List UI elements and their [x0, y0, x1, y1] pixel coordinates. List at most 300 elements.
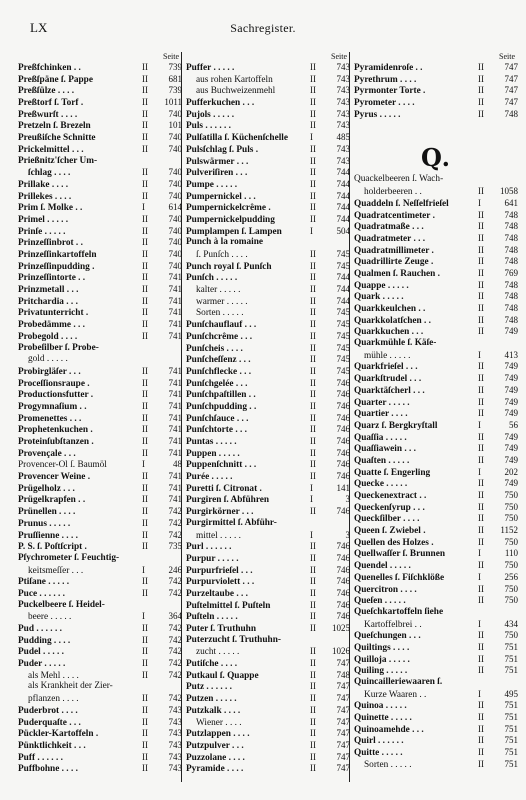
entry-term: Quarkkuchen . . . [354, 327, 424, 338]
entry-volume: II [142, 330, 148, 341]
entry-volume: I [478, 197, 481, 208]
index-entry [18, 459, 182, 471]
index-entry [354, 268, 518, 280]
index-entry [18, 284, 182, 296]
entry-page: 746 [336, 377, 350, 388]
index-entry [18, 74, 182, 86]
entry-volume: II [310, 97, 316, 108]
entry-term: Quaſſiawein . . . [354, 444, 416, 455]
entry-volume: II [310, 178, 316, 189]
entry-page: 741 [168, 330, 182, 341]
entry-term: Putiſche . . . . [186, 659, 238, 670]
entry-page: 413 [504, 349, 518, 360]
entry-volume: II [310, 658, 316, 669]
index-entry [354, 700, 518, 712]
entry-term: Pyramide . . . . [186, 764, 244, 775]
entry-volume: II [478, 232, 484, 243]
entry-page: 745 [336, 365, 350, 376]
entry-page: 744 [336, 272, 350, 283]
entry-term: Preßſpäne ſ. Pappe [18, 74, 93, 85]
entry-term: Quarkkolatſchen . . [354, 315, 431, 326]
entry-term: Pulveriſiren . . . [186, 168, 248, 179]
index-entry [186, 728, 350, 740]
entry-page: 748 [504, 303, 518, 313]
index-entry [18, 600, 182, 612]
entry-term: Prinſe . . . . . [18, 226, 66, 237]
entry-page: 740 [168, 225, 182, 236]
entry-volume: II [310, 190, 316, 201]
index-entry [18, 296, 182, 308]
index-entry [354, 735, 518, 747]
index-entry [18, 576, 182, 588]
entry-volume: II [478, 478, 484, 489]
entry-volume: II [310, 307, 316, 318]
entry-volume: I [478, 419, 481, 430]
index-entry [354, 315, 518, 327]
entry-term: Quaſten . . . . . [354, 455, 410, 466]
index-entry [354, 385, 518, 397]
entry-term: Punſchauflauf . . . [186, 320, 257, 331]
entry-term: mühle . . . . . [364, 350, 411, 361]
entry-term: Quendel . . . . . [354, 561, 411, 572]
entry-term: beere . . . . . [28, 612, 72, 623]
entry-page: 746 [336, 424, 350, 435]
entry-volume: II [310, 541, 316, 552]
entry-volume: II [478, 735, 484, 746]
entry-term: holderbeeren . . [364, 187, 422, 198]
entry-term: Puffbohne . . . . [18, 764, 78, 775]
entry-term: Quaſſia . . . . . [354, 432, 407, 443]
entry-page: 743 [168, 704, 182, 715]
entry-page: 750 [504, 630, 518, 641]
index-entry [354, 361, 518, 373]
index-entry [354, 677, 518, 689]
entry-page: 740 [168, 108, 182, 119]
entry-page: 743 [336, 120, 350, 131]
entry-term: Preßwurſt . . . . [18, 109, 78, 120]
entry-volume: I [310, 494, 313, 505]
entry-page: 749 [504, 384, 518, 395]
entry-term: ſchlag . . . . [28, 168, 71, 179]
entry-page: 48 [173, 459, 182, 470]
entry-term: als Mehl . . . . [28, 670, 79, 681]
entry-term: Queſchungen . . . [354, 631, 421, 642]
entry-volume: II [142, 307, 148, 318]
entry-page: 747 [336, 728, 350, 739]
entry-term: Puderbrot . . . . [18, 705, 78, 716]
entry-volume: II [142, 295, 148, 306]
index-entry [186, 272, 350, 284]
index-entry [18, 506, 182, 518]
entry-term: Queckſilber . . . . [354, 514, 420, 525]
entry-term: Prillake . . . . [18, 179, 69, 190]
entry-term: kalter . . . . . [196, 285, 241, 296]
index-entry [18, 354, 182, 366]
index-entry [186, 167, 350, 179]
entry-volume: II [142, 447, 148, 458]
index-entry [186, 530, 350, 542]
entry-term: Pumpernickelpudding [186, 214, 275, 225]
index-entry [18, 494, 182, 506]
entry-term: Pumplampen ſ. Lampen [186, 226, 282, 237]
entry-page: 747 [336, 704, 350, 715]
entry-volume: II [142, 634, 148, 645]
entry-term: Pufferkuchen . . . [186, 98, 255, 109]
entry-page: 747 [336, 763, 350, 774]
entry-volume: II [478, 490, 484, 500]
entry-page: 743 [336, 85, 350, 96]
entry-volume: II [478, 73, 484, 84]
entry-volume: II [310, 213, 316, 224]
entry-page: 614 [168, 202, 182, 213]
entry-term: Purgiren ſ. Abführen [186, 495, 270, 506]
index-entry [18, 214, 182, 226]
entry-term: Quecke . . . . . [354, 479, 408, 490]
entry-page: 743 [168, 716, 182, 727]
index-entry [186, 97, 350, 109]
entry-term: Punſchgelée . . . [186, 378, 248, 389]
entry-volume: II [478, 501, 484, 512]
entry-page: 751 [504, 758, 518, 769]
entry-page: 1025 [332, 623, 350, 633]
index-entry [354, 350, 518, 362]
entry-page: 742 [168, 693, 182, 704]
entry-page: 202 [504, 466, 518, 477]
entry-page: 751 [504, 700, 518, 711]
index-entry [186, 343, 350, 355]
entry-term: Pünktlichkeit . . . [18, 740, 86, 751]
entry-volume: II [142, 178, 148, 189]
entry-term: Puls . . . . . . [186, 121, 231, 132]
entry-term: Quincailleriewaaren ſ. [354, 677, 443, 687]
entry-page: 746 [336, 436, 350, 446]
entry-page: 749 [504, 408, 518, 419]
entry-term: Prim ſ. Molke . . [18, 203, 83, 214]
entry-term: Prillekes . . . . [18, 191, 72, 202]
entry-volume: II [142, 237, 148, 248]
entry-volume: I [310, 529, 313, 540]
index-entry [186, 646, 350, 658]
entry-volume: II [310, 552, 316, 563]
index-entry [186, 62, 350, 74]
entry-page: 751 [504, 665, 518, 676]
entry-term: Purpur . . . . . [186, 553, 239, 564]
index-entry [186, 763, 350, 775]
entry-term: Putzkalk . . . . [186, 705, 241, 716]
entry-term: Punſchtorte . . . [186, 425, 247, 436]
entry-volume: II [310, 272, 316, 283]
index-entry [18, 226, 182, 238]
index-entry [186, 319, 350, 331]
index-entry [186, 471, 350, 483]
index-entry [18, 530, 182, 542]
entry-term: Proteinſubſtanzen . [18, 437, 94, 447]
entry-term: Ptiſane . . . . . [18, 577, 70, 588]
entry-volume: II [310, 611, 316, 622]
entry-page: 110 [504, 548, 518, 559]
entry-volume: II [478, 583, 484, 594]
entry-page: 744 [336, 284, 350, 295]
index-entry [18, 389, 182, 401]
entry-term: Punſchpudding . . [186, 401, 257, 412]
entry-volume: II [142, 213, 148, 224]
entry-volume: II [478, 454, 484, 465]
index-entry [186, 635, 350, 647]
entry-term: Puntas . . . . . [186, 437, 237, 447]
entry-term: Prünellen . . . . [18, 507, 76, 518]
entry-page: 746 [336, 552, 350, 563]
index-entry [354, 502, 518, 514]
entry-term: Quinoamehde . . . [354, 724, 424, 735]
entry-volume: II [142, 693, 148, 704]
entry-page: 748 [504, 314, 518, 325]
index-entry [186, 448, 350, 460]
entry-volume: II [478, 244, 484, 255]
index-entry [18, 646, 182, 658]
entry-volume: II [310, 646, 316, 657]
entry-page: 745 [336, 342, 350, 353]
entry-page: 744 [336, 190, 350, 201]
entry-term: Prunus . . . . . [18, 518, 71, 529]
entry-page: 504 [336, 225, 350, 236]
entry-page: 750 [504, 490, 518, 500]
entry-volume: I [142, 611, 145, 622]
index-entry [354, 630, 518, 642]
entry-page: 746 [336, 587, 350, 598]
entry-term: Preßfchinken . . [18, 63, 81, 73]
entry-page: 746 [336, 564, 350, 575]
entry-term: Quiltings . . . . [354, 642, 410, 653]
index-entry [18, 611, 182, 623]
entry-volume: II [142, 412, 148, 423]
index-entry [354, 338, 518, 350]
entry-term: pflanzen . . . . [28, 694, 79, 705]
entry-page: 743 [168, 751, 182, 762]
entry-volume: II [310, 365, 316, 376]
index-entry [186, 670, 350, 682]
entry-page: 495 [504, 688, 518, 699]
entry-term: Quenelles ſ. Fiſchklöße [354, 572, 445, 583]
entry-term: Quiling . . . . . [354, 666, 408, 677]
seite-label: Seite [331, 52, 347, 61]
entry-term: Pulsſchlag ſ. Puls . [186, 144, 259, 155]
entry-volume: II [142, 132, 148, 143]
index-entry [354, 408, 518, 420]
entry-page: 740 [168, 237, 182, 248]
entry-term: Pumpernickelcrême . [186, 203, 271, 214]
entry-volume: II [142, 436, 148, 446]
index-entry [186, 436, 350, 448]
entry-volume: II [142, 319, 148, 330]
entry-page: 485 [336, 132, 350, 143]
index-entry [18, 436, 182, 448]
entry-term: Quadratmillimeter . [354, 245, 434, 256]
entry-volume: II [142, 73, 148, 84]
index-entry [18, 144, 182, 156]
index-entry [18, 156, 182, 168]
entry-term: Puterzucht ſ. Truthuhn- [186, 634, 281, 645]
index-entry [186, 144, 350, 156]
entry-volume: II [478, 525, 484, 536]
entry-term: Prießnitz'ſcher Um- [18, 155, 98, 166]
entry-volume: II [310, 436, 316, 446]
entry-term: Provencer Weine . [18, 472, 91, 483]
index-entry [354, 85, 518, 97]
entry-page: 744 [336, 295, 350, 306]
entry-term: Prinzeſſinbrot . . [18, 238, 83, 249]
entry-page: 740 [168, 143, 182, 154]
entry-page: 749 [504, 396, 518, 407]
entry-volume: II [478, 384, 484, 395]
entry-volume: II [142, 704, 148, 715]
entry-page: 746 [336, 400, 350, 411]
index-entry [186, 576, 350, 588]
index-entry [354, 478, 518, 490]
entry-volume: II [142, 225, 148, 236]
entry-volume: II [142, 517, 148, 528]
index-entry [186, 681, 350, 693]
entry-term: Purzeltaube . . . [186, 588, 248, 599]
entry-term: Puſtelmittel ſ. Puſteln [186, 600, 271, 611]
entry-volume: II [478, 747, 484, 758]
entry-term: Puderquaſte . . . [18, 717, 81, 728]
index-column-2 [186, 52, 350, 775]
index-entry [18, 565, 182, 577]
index-entry [18, 97, 182, 109]
entry-page: 741 [168, 494, 182, 505]
entry-page: 747 [504, 85, 518, 96]
entry-page: 741 [168, 365, 182, 376]
index-entry [186, 226, 350, 238]
entry-page: 745 [336, 249, 350, 259]
entry-term: Prinzeſſinpudding . [18, 261, 95, 272]
entry-volume: II [478, 712, 484, 723]
index-entry [18, 588, 182, 600]
entry-term: Punſchcrême . . . [186, 331, 253, 342]
index-entry [18, 658, 182, 670]
entry-page: 741 [168, 272, 182, 283]
entry-term: Quadrillirte Zeuge . [354, 257, 434, 268]
entry-volume: II [310, 716, 316, 727]
index-entry [186, 424, 350, 436]
entry-page: 746 [336, 471, 350, 482]
entry-volume: II [142, 377, 148, 388]
entry-page: 743 [168, 739, 182, 750]
entry-term: Quarkfrieſel . . . [354, 362, 418, 373]
index-entry [354, 397, 518, 409]
entry-volume: I [310, 225, 313, 236]
entry-volume: II [310, 85, 316, 96]
entry-term: Prophetenkuchen . [18, 425, 93, 436]
index-entry [18, 132, 182, 144]
index-entry [18, 483, 182, 495]
index-entry [186, 413, 350, 425]
index-entry [18, 191, 182, 203]
entry-term: Quadratmaße . . . [354, 222, 424, 233]
entry-page: 751 [504, 723, 518, 734]
entry-page: 742 [168, 587, 182, 598]
entry-volume: I [478, 466, 481, 477]
entry-page: 741 [168, 295, 182, 306]
index-entry [186, 389, 350, 401]
index-entry [354, 548, 518, 560]
entry-volume: II [142, 587, 148, 598]
index-entry [354, 97, 518, 109]
entry-page: 746 [336, 506, 350, 517]
entry-volume: II [310, 447, 316, 458]
entry-volume: II [142, 400, 148, 411]
entry-page: 741 [168, 447, 182, 458]
seite-label: Seite [163, 52, 179, 61]
entry-term: Pudel . . . . . [18, 647, 64, 658]
entry-term: Privatunterricht . [18, 308, 89, 319]
entry-volume: II [142, 623, 148, 633]
entry-term: Pyrometer . . . . [354, 98, 415, 109]
entry-page: 750 [504, 583, 518, 594]
entry-term: Sorten . . . . . [364, 759, 412, 770]
entry-volume: II [478, 595, 484, 606]
entry-page: 749 [504, 373, 518, 384]
entry-page: 748 [504, 279, 518, 290]
entry-page: 1152 [500, 525, 518, 536]
index-entry [18, 448, 182, 460]
entry-page: 745 [336, 354, 350, 365]
entry-volume: II [478, 303, 484, 313]
entry-page: 740 [168, 178, 182, 189]
index-entry [186, 249, 350, 261]
entry-term: Quarkmühle ſ. Käſe- [354, 338, 437, 349]
entry-term: Puff . . . . . . [18, 752, 63, 763]
entry-volume: II [478, 630, 484, 641]
entry-page: 741 [168, 482, 182, 493]
entry-page: 749 [504, 478, 518, 489]
entry-volume: II [310, 751, 316, 762]
entry-page: 434 [504, 618, 518, 629]
entry-volume: II [310, 155, 316, 166]
entry-page: 364 [168, 611, 182, 622]
entry-term: Pyrethrum . . . . [354, 74, 417, 85]
entry-volume: II [142, 751, 148, 762]
entry-volume: I [478, 688, 481, 699]
index-entry [18, 670, 182, 682]
entry-volume: II [478, 396, 484, 407]
entry-term: Pyrus . . . . . [354, 109, 401, 120]
entry-term: Quarz ſ. Bergkryſtall [354, 420, 438, 431]
index-entry [18, 693, 182, 705]
entry-volume: II [310, 681, 316, 692]
entry-term: zucht . . . . . [196, 647, 240, 658]
entry-page: 3 [345, 529, 350, 540]
entry-term: Queſchkartoffeln ſiehe [354, 606, 444, 617]
entry-volume: II [142, 365, 148, 376]
entry-page: 742 [168, 506, 182, 517]
entry-term: Pſychrometer ſ. Feuchtig- [18, 552, 120, 563]
entry-term: Pretzeln ſ. Brezeln [18, 121, 91, 132]
entry-term: Prinzmetall . . . [18, 285, 79, 296]
entry-page: 750 [504, 595, 518, 606]
entry-term: Pud . . . . . . [18, 624, 62, 634]
entry-term: Proceſſionsraupe . [18, 378, 90, 389]
index-entry [18, 62, 182, 74]
index-entry [186, 752, 350, 764]
entry-page: 742 [168, 669, 182, 680]
entry-volume: II [142, 471, 148, 482]
entry-volume: II [142, 669, 148, 680]
entry-page: 746 [336, 459, 350, 470]
entry-page: 746 [336, 412, 350, 423]
entry-term: Quappe . . . . . [354, 280, 409, 291]
index-entry [186, 483, 350, 495]
